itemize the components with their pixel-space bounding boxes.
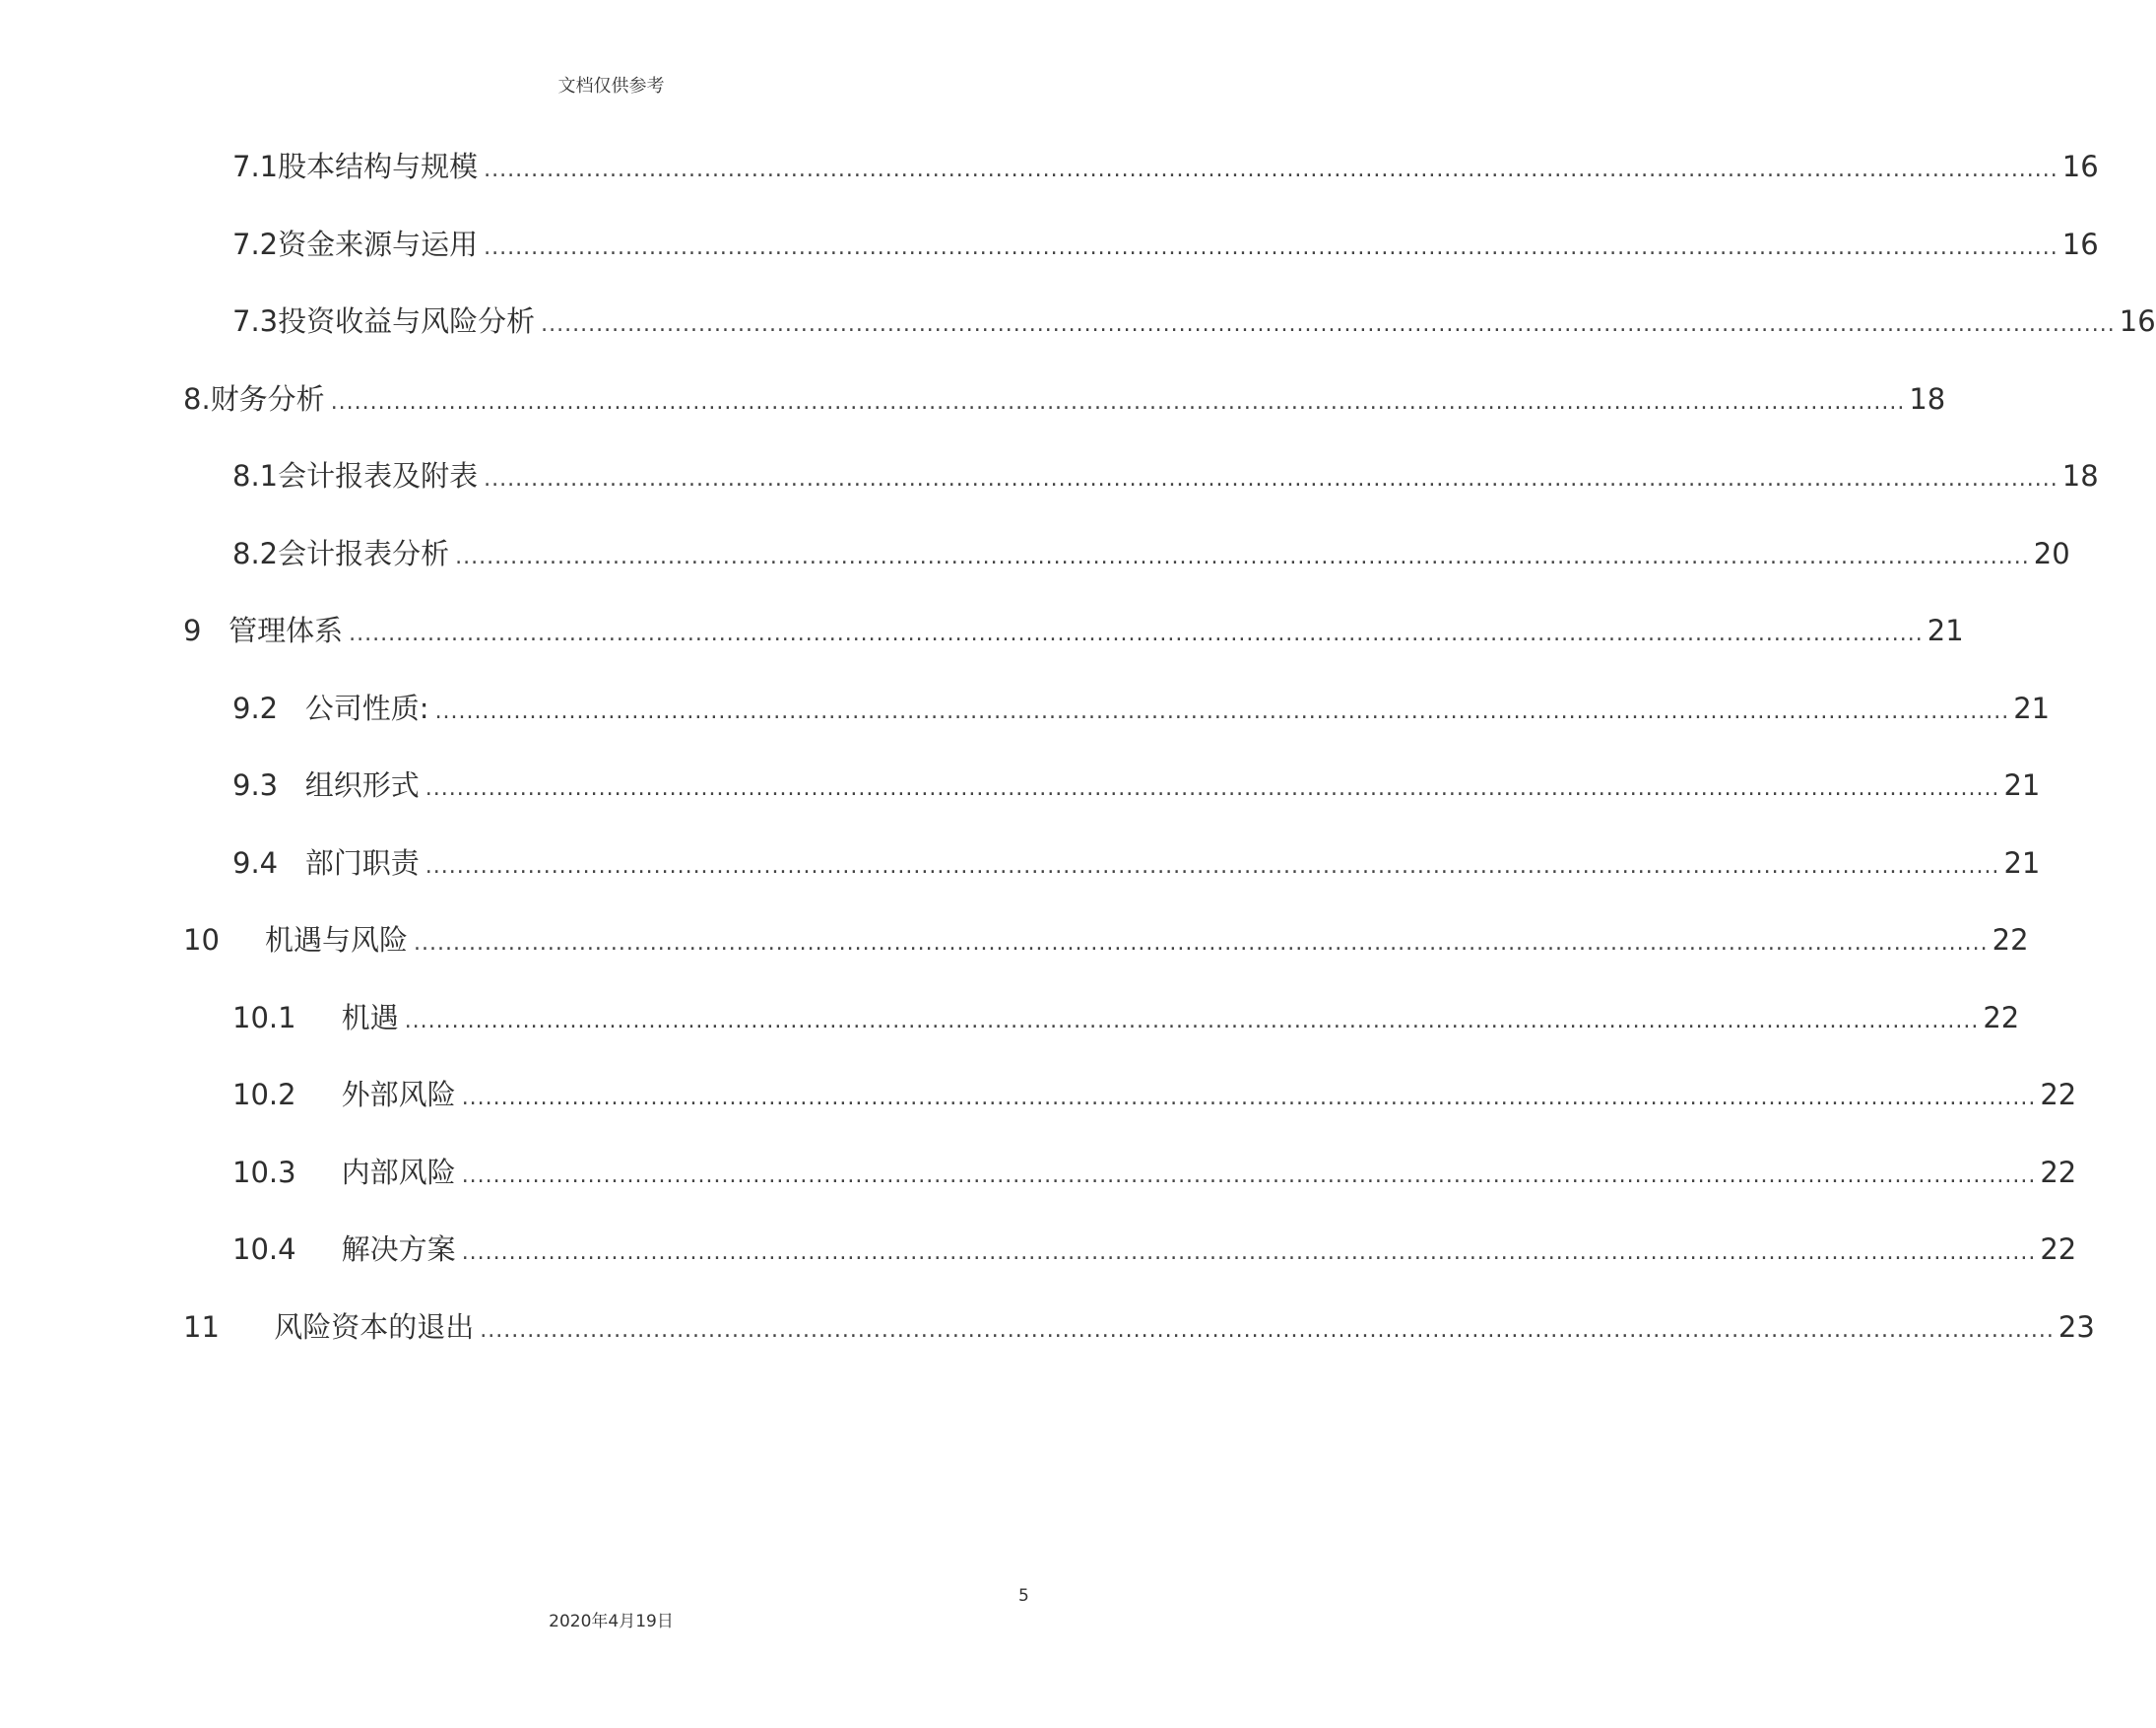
toc-entry-number: 9.4 xyxy=(232,845,305,880)
toc-entry[interactable] xyxy=(232,687,2051,730)
toc-entry-title: 管理体系 xyxy=(229,614,344,647)
toc-dot-leader: ........................................................................................................................................................................................................ xyxy=(541,312,2116,337)
toc-entry-title: 部门职责 xyxy=(304,845,420,880)
toc-entry-page: 22 xyxy=(2040,1232,2077,1266)
toc-dot-leader: ........................................................................................................................................................................................................ xyxy=(425,853,2000,879)
page-number: 5 xyxy=(1018,1586,1029,1606)
toc-entry-number: 9.2 xyxy=(232,691,305,725)
toc-entry-number: 11 xyxy=(183,1309,275,1344)
toc-entry-title: 外部风险 xyxy=(341,1078,456,1111)
toc-entry-title: 内部风险 xyxy=(341,1155,456,1189)
toc-entry-number: 10.1 xyxy=(232,1000,342,1034)
toc-entry[interactable] xyxy=(183,1305,2095,1349)
toc-entry-number: 9 xyxy=(183,614,229,647)
toc-dot-leader: ........................................................................................................................................................................................................ xyxy=(484,158,2058,182)
toc-dot-leader: ........................................................................................................................................................................................................ xyxy=(480,1317,2055,1343)
toc-dot-leader: ........................................................................................................................................................................................................ xyxy=(349,622,1924,646)
toc-entry-page: 22 xyxy=(2040,1155,2077,1189)
toc-entry-page: 20 xyxy=(2033,536,2070,570)
toc-entry-page: 21 xyxy=(2003,845,2041,880)
toc-entry[interactable] xyxy=(183,609,1964,652)
toc-entry-number: 8.2 xyxy=(232,536,279,570)
toc-entry-page: 16 xyxy=(2119,304,2156,338)
toc-entry[interactable] xyxy=(232,841,2041,885)
toc-entry-number: 7.2 xyxy=(232,227,279,261)
toc-entry-number: 8.1 xyxy=(232,459,279,493)
toc-dot-leader: ........................................................................................................................................................................................................ xyxy=(330,389,1906,415)
toc-entry-page: 21 xyxy=(2003,768,2041,802)
toc-entry-number: 7.1 xyxy=(232,150,279,183)
toc-dot-leader: ........................................................................................................................................................................................................ xyxy=(425,776,2000,801)
toc-entry-title: 风险资本的退出 xyxy=(274,1309,475,1344)
toc-entry-number: 10.2 xyxy=(232,1078,342,1111)
toc-entry[interactable] xyxy=(232,764,2041,807)
toc-entry-title: 机遇 xyxy=(341,1000,399,1034)
toc-entry-page: 22 xyxy=(2040,1078,2077,1111)
toc-entry[interactable] xyxy=(232,1228,2077,1271)
toc-entry-title: 公司性质: xyxy=(304,691,429,725)
toc-entry-number: 8. xyxy=(183,381,211,416)
toc-entry-page: 18 xyxy=(1909,381,1946,416)
toc-entry-title: 资金来源与运用 xyxy=(278,227,479,261)
toc-entry-number: 7.3 xyxy=(232,304,279,338)
toc-entry-title: 股本结构与规模 xyxy=(278,150,479,183)
toc-entry[interactable] xyxy=(232,532,2070,575)
toc-dot-leader: ........................................................................................................................................................................................................ xyxy=(461,1163,2037,1188)
toc-dot-leader: ........................................................................................................................................................................................................ xyxy=(461,1086,2037,1110)
toc-entry-page: 21 xyxy=(2013,691,2051,725)
toc-entry-page: 18 xyxy=(2061,459,2099,493)
toc-entry[interactable] xyxy=(232,145,2099,188)
toc-dot-leader: ........................................................................................................................................................................................................ xyxy=(404,1008,1980,1033)
toc-entry[interactable] xyxy=(183,918,2029,962)
toc-entry-number: 10 xyxy=(183,923,265,957)
toc-entry-title: 会计报表及附表 xyxy=(278,459,479,493)
toc-entry-title: 解决方案 xyxy=(341,1232,456,1266)
toc-entry-page: 22 xyxy=(1983,1000,2020,1034)
page-header: 文档仅供参考 xyxy=(557,76,665,97)
toc-dot-leader: ........................................................................................................................................................................................................ xyxy=(414,931,1989,956)
toc-entry-title: 组织形式 xyxy=(304,768,420,802)
toc-dot-leader: ........................................................................................................................................................................................................ xyxy=(484,467,2058,492)
toc-dot-leader: ........................................................................................................................................................................................................ xyxy=(434,698,2010,724)
toc-entry-page: 22 xyxy=(1992,923,2029,957)
toc-entry-title: 投资收益与风险分析 xyxy=(278,304,536,338)
toc-entry[interactable] xyxy=(232,223,2099,266)
toc-entry-title: 财务分析 xyxy=(210,381,325,416)
toc-entry-page: 23 xyxy=(2058,1309,2095,1344)
toc-entry-page: 16 xyxy=(2061,227,2099,261)
toc-entry-title: 会计报表分析 xyxy=(278,536,450,570)
toc-entry-title: 机遇与风险 xyxy=(265,923,409,957)
toc-entry-number: 9.3 xyxy=(232,768,305,802)
toc-entry-number: 10.4 xyxy=(232,1232,342,1266)
toc-entry-number: 10.3 xyxy=(232,1155,342,1189)
toc-entry[interactable] xyxy=(232,454,2099,498)
toc-entry-page: 21 xyxy=(1927,614,1964,647)
toc-entry[interactable] xyxy=(232,1073,2077,1116)
toc-entry[interactable] xyxy=(232,299,2156,343)
toc-entry[interactable] xyxy=(232,1151,2077,1194)
toc-dot-leader: ........................................................................................................................................................................................................ xyxy=(484,234,2058,260)
toc-entry[interactable] xyxy=(183,377,1946,421)
toc-entry-page: 16 xyxy=(2061,150,2099,183)
toc-entry[interactable] xyxy=(232,996,2020,1039)
toc-dot-leader: ........................................................................................................................................................................................................ xyxy=(461,1240,2037,1265)
toc-dot-leader: ........................................................................................................................................................................................................ xyxy=(455,544,2030,569)
page-footer-date: 2020年4月19日 xyxy=(549,1612,674,1631)
